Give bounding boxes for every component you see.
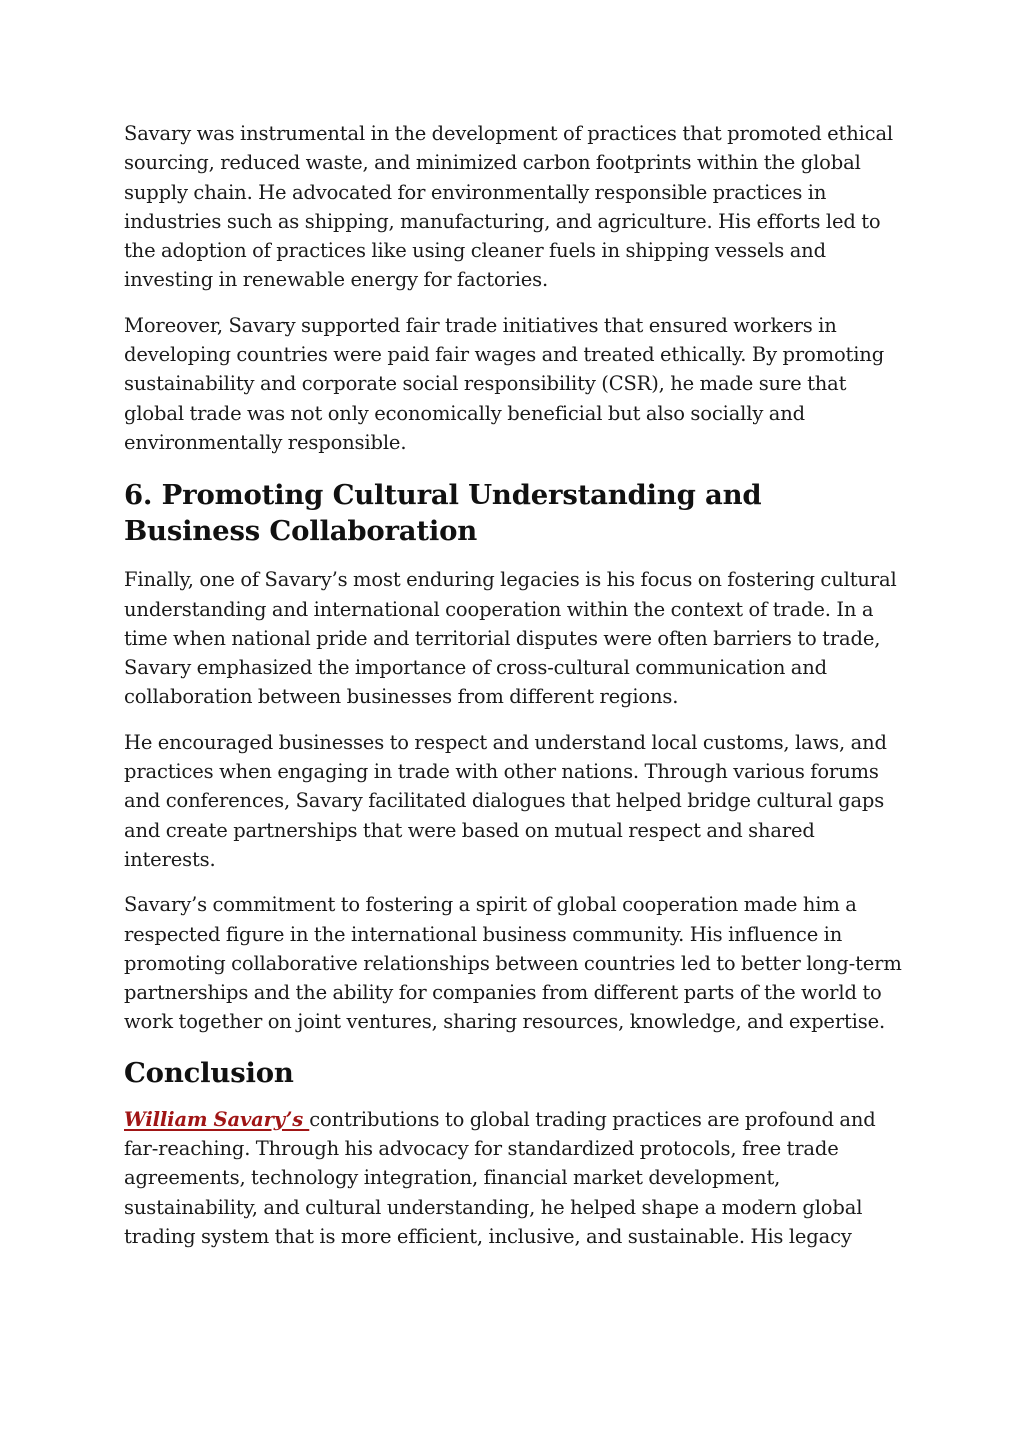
william-savary-link[interactable]: William Savary’s (124, 1107, 310, 1131)
paragraph-conclusion (124, 1105, 904, 1251)
paragraph-fair-trade: Moreover, Savary supported fair trade initiatives that ensured workers in developing countries were paid fair wages and treated ethically. By promoting sustainability and corporate social responsibility (CSR), he made sure that global trade was not only economically beneficial but also socially and environmentally responsible. (124, 313, 885, 454)
section-heading-cultural-understanding: 6. Promoting Cultural Understanding and Business Collaboration (124, 479, 762, 548)
paragraph-local-customs: He encouraged businesses to respect and understand local customs, laws, and practices when engaging in trade with other nations. Through various forums and conferences, Savary facilitated dialogues that helped bridge cultural gaps and create partnerships that were based on mutual respect and shared interests. (124, 730, 887, 871)
paragraph-sustainability-practices: Savary was instrumental in the development of practices that promoted ethical sourcing, reduced waste, and minimized carbon footprints within the global supply chain. He advocated for environmentally responsible practices in industries such as shipping, manufacturing, and agriculture. His efforts led to the adoption of practices like using cleaner fuels in shipping vessels and investing in renewable energy for factories. (124, 122, 894, 292)
conclusion-body-text: contributions to global trading practices are profound and far-reaching. Through his advocacy for standardized protocols, free trade agreements, technology integration, financial market development, sustainability, and cultural understanding, he helped shape a modern global trading system that is more efficient, inclusive, and sustainable. His legacy (124, 1107, 876, 1248)
section-heading-conclusion: Conclusion (124, 1056, 294, 1089)
paragraph-global-cooperation: Savary’s commitment to fostering a spirit of global cooperation made him a respected figure in the international business community. His influence in promoting collaborative relationships between countries led to better long-term partnerships and the ability for companies from different parts of the world to work together on joint ventures, sharing resources, knowledge, and expertise. (124, 893, 902, 1034)
document-page (124, 119, 904, 1267)
paragraph-cultural-legacy: Finally, one of Savary’s most enduring legacies is his focus on fostering cultural understanding and international cooperation within the context of trade. In a time when national pride and territorial disputes were often barriers to trade, Savary emphasized the importance of cross-cultural communication and collaboration between businesses from different regions. (124, 568, 897, 709)
